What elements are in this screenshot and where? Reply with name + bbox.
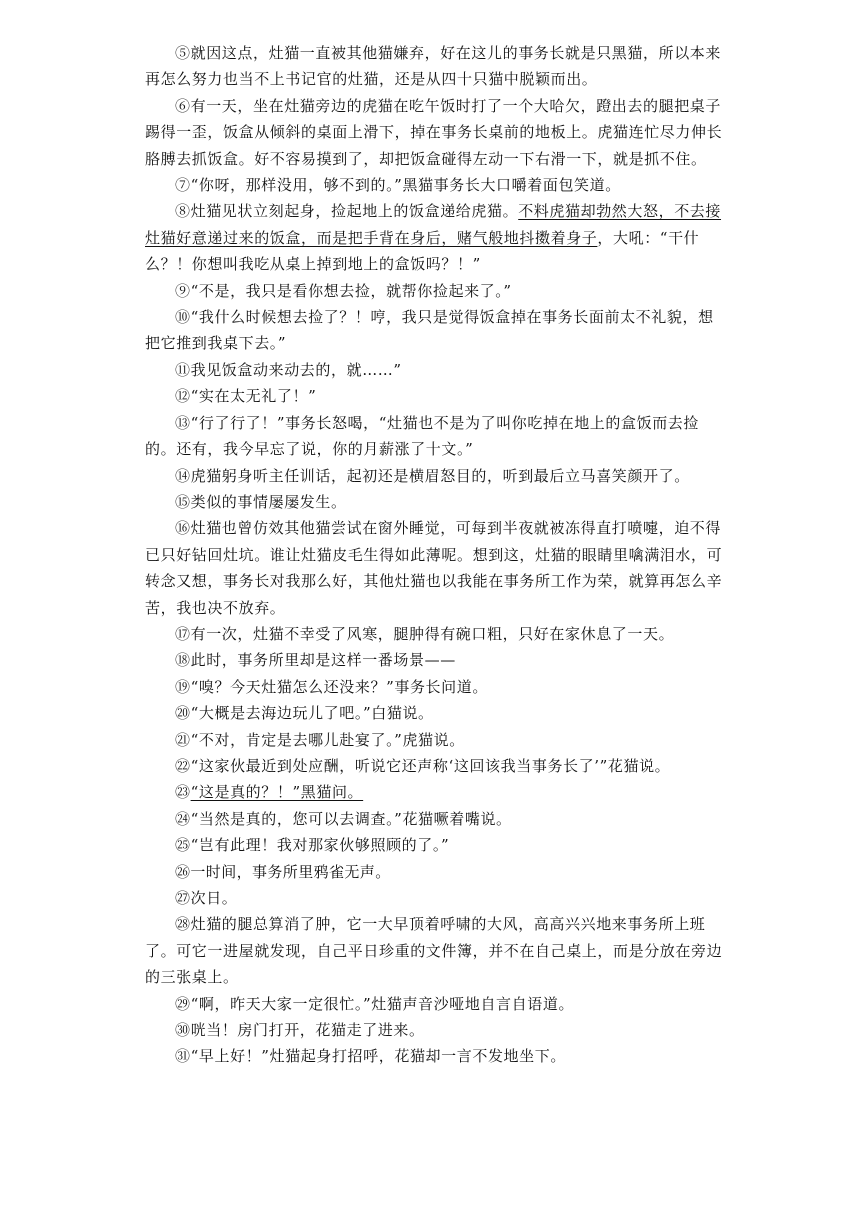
paragraph xyxy=(145,172,729,198)
paragraph xyxy=(145,859,729,885)
paragraph-text: ⑳“大概是去海边玩儿了吧。”白猫说。 xyxy=(175,704,434,723)
paragraph-text: ㉕“岂有此理！我对那家伙够照顾的了。” xyxy=(175,836,450,855)
paragraph-text: ㉚咣当！房门打开，花猫走了进来。 xyxy=(175,1021,425,1040)
underlined-text: 不料虎猫却勃然大怒，不去接灶猫好意递过来的饭盒，而是把手背在身后，赌气般地抖擞着身子 xyxy=(145,202,722,247)
paragraph-text: ㉛“早上好！”灶猫起身打招呼，花猫却一言不发地坐下。 xyxy=(175,1047,566,1066)
paragraph xyxy=(145,1043,729,1069)
paragraph xyxy=(145,383,729,409)
paragraph-text: ，大吼：“干什么？！你想叫我吃从桌上掉到地上的盒饭吗？！” xyxy=(145,228,700,274)
paragraph-text: ⑩“我什么时候想去捡了？！哼，我只是觉得饭盒掉在事务长面前太不礼貌，想把它推到我桌下去。” xyxy=(145,308,714,353)
paragraph-text: ⑦“你呀，那样没用，够不到的。”黑猫事务长大口嚼着面包笑道。 xyxy=(175,176,621,195)
paragraph xyxy=(145,779,729,805)
paragraph-text: ⑭虎猫躬身听主任训话，起初还是横眉怒目的，听到最后立马喜笑颜开了。 xyxy=(175,466,690,485)
paragraph-text: ⑯灶猫也曾仿效其他猫尝试在窗外睡觉，可每到半夜就被冻得直打喷嚏，迫不得已只好钻回灶坑。谁让灶猫皮毛生得如此薄呢。想到这，灶猫的眼睛里噙满泪水，可转念又想，事务长对我那么好，其他灶猫也以我能在事务所工作为荣，就算再怎么辛苦，我也决不放弃。 xyxy=(145,519,723,617)
paragraph xyxy=(145,700,729,726)
paragraph xyxy=(145,727,729,753)
paragraph-text: ⑰有一次，灶猫不幸受了风寒，腿肿得有碗口粗，只好在家休息了一天。 xyxy=(175,624,675,643)
paragraph xyxy=(145,911,729,990)
paragraph-text: ㉒“这家伙最近到处应酬，听说它还声称‘这回该我当事务长了’”花猫说。 xyxy=(175,756,671,775)
paragraph xyxy=(145,40,729,93)
paragraph-text: ⑲“嗅？今天灶猫怎么还没来？”事务长问道。 xyxy=(175,677,488,696)
paragraph-text: ⑥有一天，坐在灶猫旁边的虎猫在吃午饭时打了一个大哈欠，蹬出去的腿把桌子踢得一歪，饭盒从倾斜的桌面上滑下，掉在事务长桌前的地板上。虎猫连忙尽力伸长胳膊去抓饭盒。好不容易摸到了，却把饭盒碰得左动一下右滑一下，就是抓不住。 xyxy=(145,96,723,168)
paragraph-text: ㉑“不对，肯定是去哪儿赴宴了。”虎猫说。 xyxy=(175,730,465,749)
paragraph xyxy=(145,753,729,779)
paragraph-text: ㉓ xyxy=(175,783,191,802)
paragraph xyxy=(145,515,729,621)
paragraph xyxy=(145,647,729,673)
paragraph xyxy=(145,463,729,489)
paragraph-text: ⑪我见饭盒动来动去的，就……” xyxy=(175,360,402,379)
paragraph xyxy=(145,198,729,277)
paragraph xyxy=(145,357,729,383)
paragraph xyxy=(145,304,729,357)
paragraph xyxy=(145,410,729,463)
paragraph xyxy=(145,489,729,515)
paragraph-text: ㉔“当然是真的，您可以去调查。”花猫噘着嘴说。 xyxy=(175,809,512,828)
paragraph-text: ⑱此时，事务所里却是这样一番场景—— xyxy=(175,651,456,670)
paragraph xyxy=(145,278,729,304)
paragraph-text: ⑬“行了行了！”事务长怒喝，“灶猫也不是为了叫你吃掉在地上的盒饭而去捡的。还有，我今早忘了说，你的月薪涨了十文。” xyxy=(145,413,700,459)
paragraph-text: ⑧灶猫见状立刻起身，捡起地上的饭盒递给虎猫。 xyxy=(175,202,519,221)
paragraph-text: ㉗次日。 xyxy=(175,889,238,907)
paragraph xyxy=(145,806,729,832)
paragraph xyxy=(145,621,729,647)
paragraph xyxy=(145,832,729,858)
paragraph-text: ㉘灶猫的腿总算消了肿，它一大早顶着呼啸的大风，高高兴兴地来事务所上班了。可它一进屋就发现，自己平日珍重的文件簿，并不在自己桌上，而是分放在旁边的三张桌上。 xyxy=(145,915,723,987)
paragraph-text: ⑤就因这点，灶猫一直被其他猫嫌弃，好在这儿的事务长就是只黑猫，所以本来再怎么努力也当不上书记官的灶猫，还是从四十只猫中脱颖而出。 xyxy=(145,44,722,89)
paragraph xyxy=(145,885,729,911)
paragraph xyxy=(145,991,729,1017)
paragraph-text: ⑮类似的事情屡屡发生。 xyxy=(175,492,347,511)
paragraph xyxy=(145,1017,729,1043)
paragraph xyxy=(145,93,729,172)
paragraph-text: ⑫“实在太无礼了！” xyxy=(175,387,317,406)
paragraph xyxy=(145,674,729,700)
paragraph-text: ㉖一时间，事务所里鸦雀无声。 xyxy=(175,862,391,881)
paragraph-text: ㉙“啊，昨天大家一定很忙。”灶猫声音沙哑地自言自语道。 xyxy=(175,994,575,1013)
article-body xyxy=(145,40,729,1070)
underlined-text: “这是真的？！”黑猫问。 xyxy=(190,783,364,802)
paragraph-text: ⑨“不是，我只是看你想去捡，就帮你捡起来了。” xyxy=(175,281,512,300)
